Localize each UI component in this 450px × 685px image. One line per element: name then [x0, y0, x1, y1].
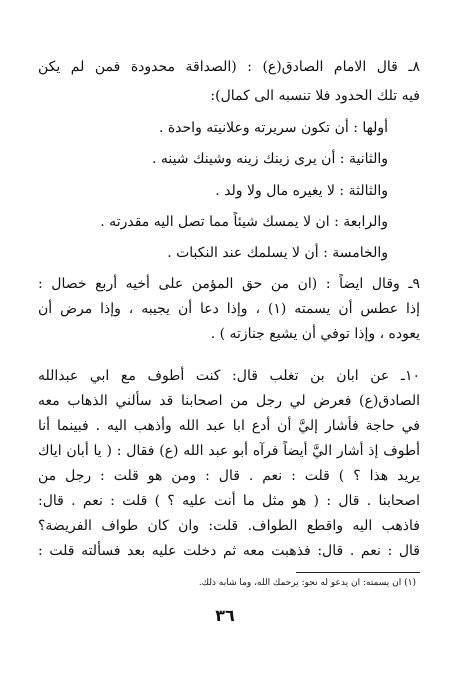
list-item-fifth: والخامسة : أن لا يسلمك عند النكبات . [167, 245, 388, 261]
list-item-third: والثالثة : لا يغيره مال ولا ولد . [215, 183, 388, 199]
page-number: ٣٦ [215, 606, 235, 625]
paragraph-10-line-7: فاذهب اليه واقطع الطواف. قلت: وان كان طواف الفريضة؟ [38, 518, 420, 534]
list-item-first: أولها : أن تكون سريرته وعلانيته واحدة . [158, 120, 388, 136]
list-item-fourth: والرابعة : ان لا يمسك شيئاً مما تصل اليه مقدرته . [100, 214, 388, 230]
paragraph-8-line-1: ٨ـ قال الامام الصادق(ع) : (الصداقة محدودة فمن لم يكن [38, 59, 420, 75]
paragraph-10-line-1: ١٠ـ عن ابان بن تغلب قال: كنت أطوف مع ابي عبدالله [38, 368, 420, 384]
footnote: (١) ان يسمته: ان يدعو له نحو: يرحمك الله، وما شابه ذلك. [198, 578, 416, 588]
paragraph-8-line-2: فيه تلك الحدود فلا تنسبه الى كمال): [210, 88, 420, 104]
paragraph-9-line-3: يعوده ، وإذا توفي أن يشيع جنازته ) . [210, 326, 420, 342]
paragraph-9-line-1: ٩ـ وقال ايضاً : (ان من حق المؤمن على أخيه أربع خصال : [38, 276, 420, 292]
paragraph-9-line-2: إذا عطس أن يسمته (١) ، وإذا دعا أن يجيبه ، وإذا مرض أن [38, 301, 420, 317]
paragraph-10-line-5: يريد هذا ؟ ) قلت : نعم . قال : ومن هو قلت : رجل من [38, 468, 420, 484]
paragraph-10-line-3: في حاجة فأشار إليَّ أن أدع ابا عبد الله وأذهب اليه . فبينما أنا [38, 418, 420, 434]
paragraph-10-line-4: أطوف إذ أشار اليَّ أيضاً فرآه أبو عبد الله (ع) فقال : ( يا أبان اياك [38, 443, 420, 459]
list-item-second: والثانية : أن يرى زينك زينه وشينك شينه . [151, 151, 388, 167]
paragraph-10-line-6: اصحابنا . قال : ( هو مثل ما أنت عليه ؟ ) قلت : نعم . قال: [38, 493, 420, 509]
footnote-separator [296, 572, 420, 573]
paragraph-10-line-8: قال : نعم . قال: فذهبت معه ثم دخلت عليه بعد فسألته قلت : [38, 543, 420, 559]
paragraph-10-line-2: الصادق(ع) فعرض لي رجل من اصحابنا قد سألني الذهاب معه [38, 393, 420, 409]
